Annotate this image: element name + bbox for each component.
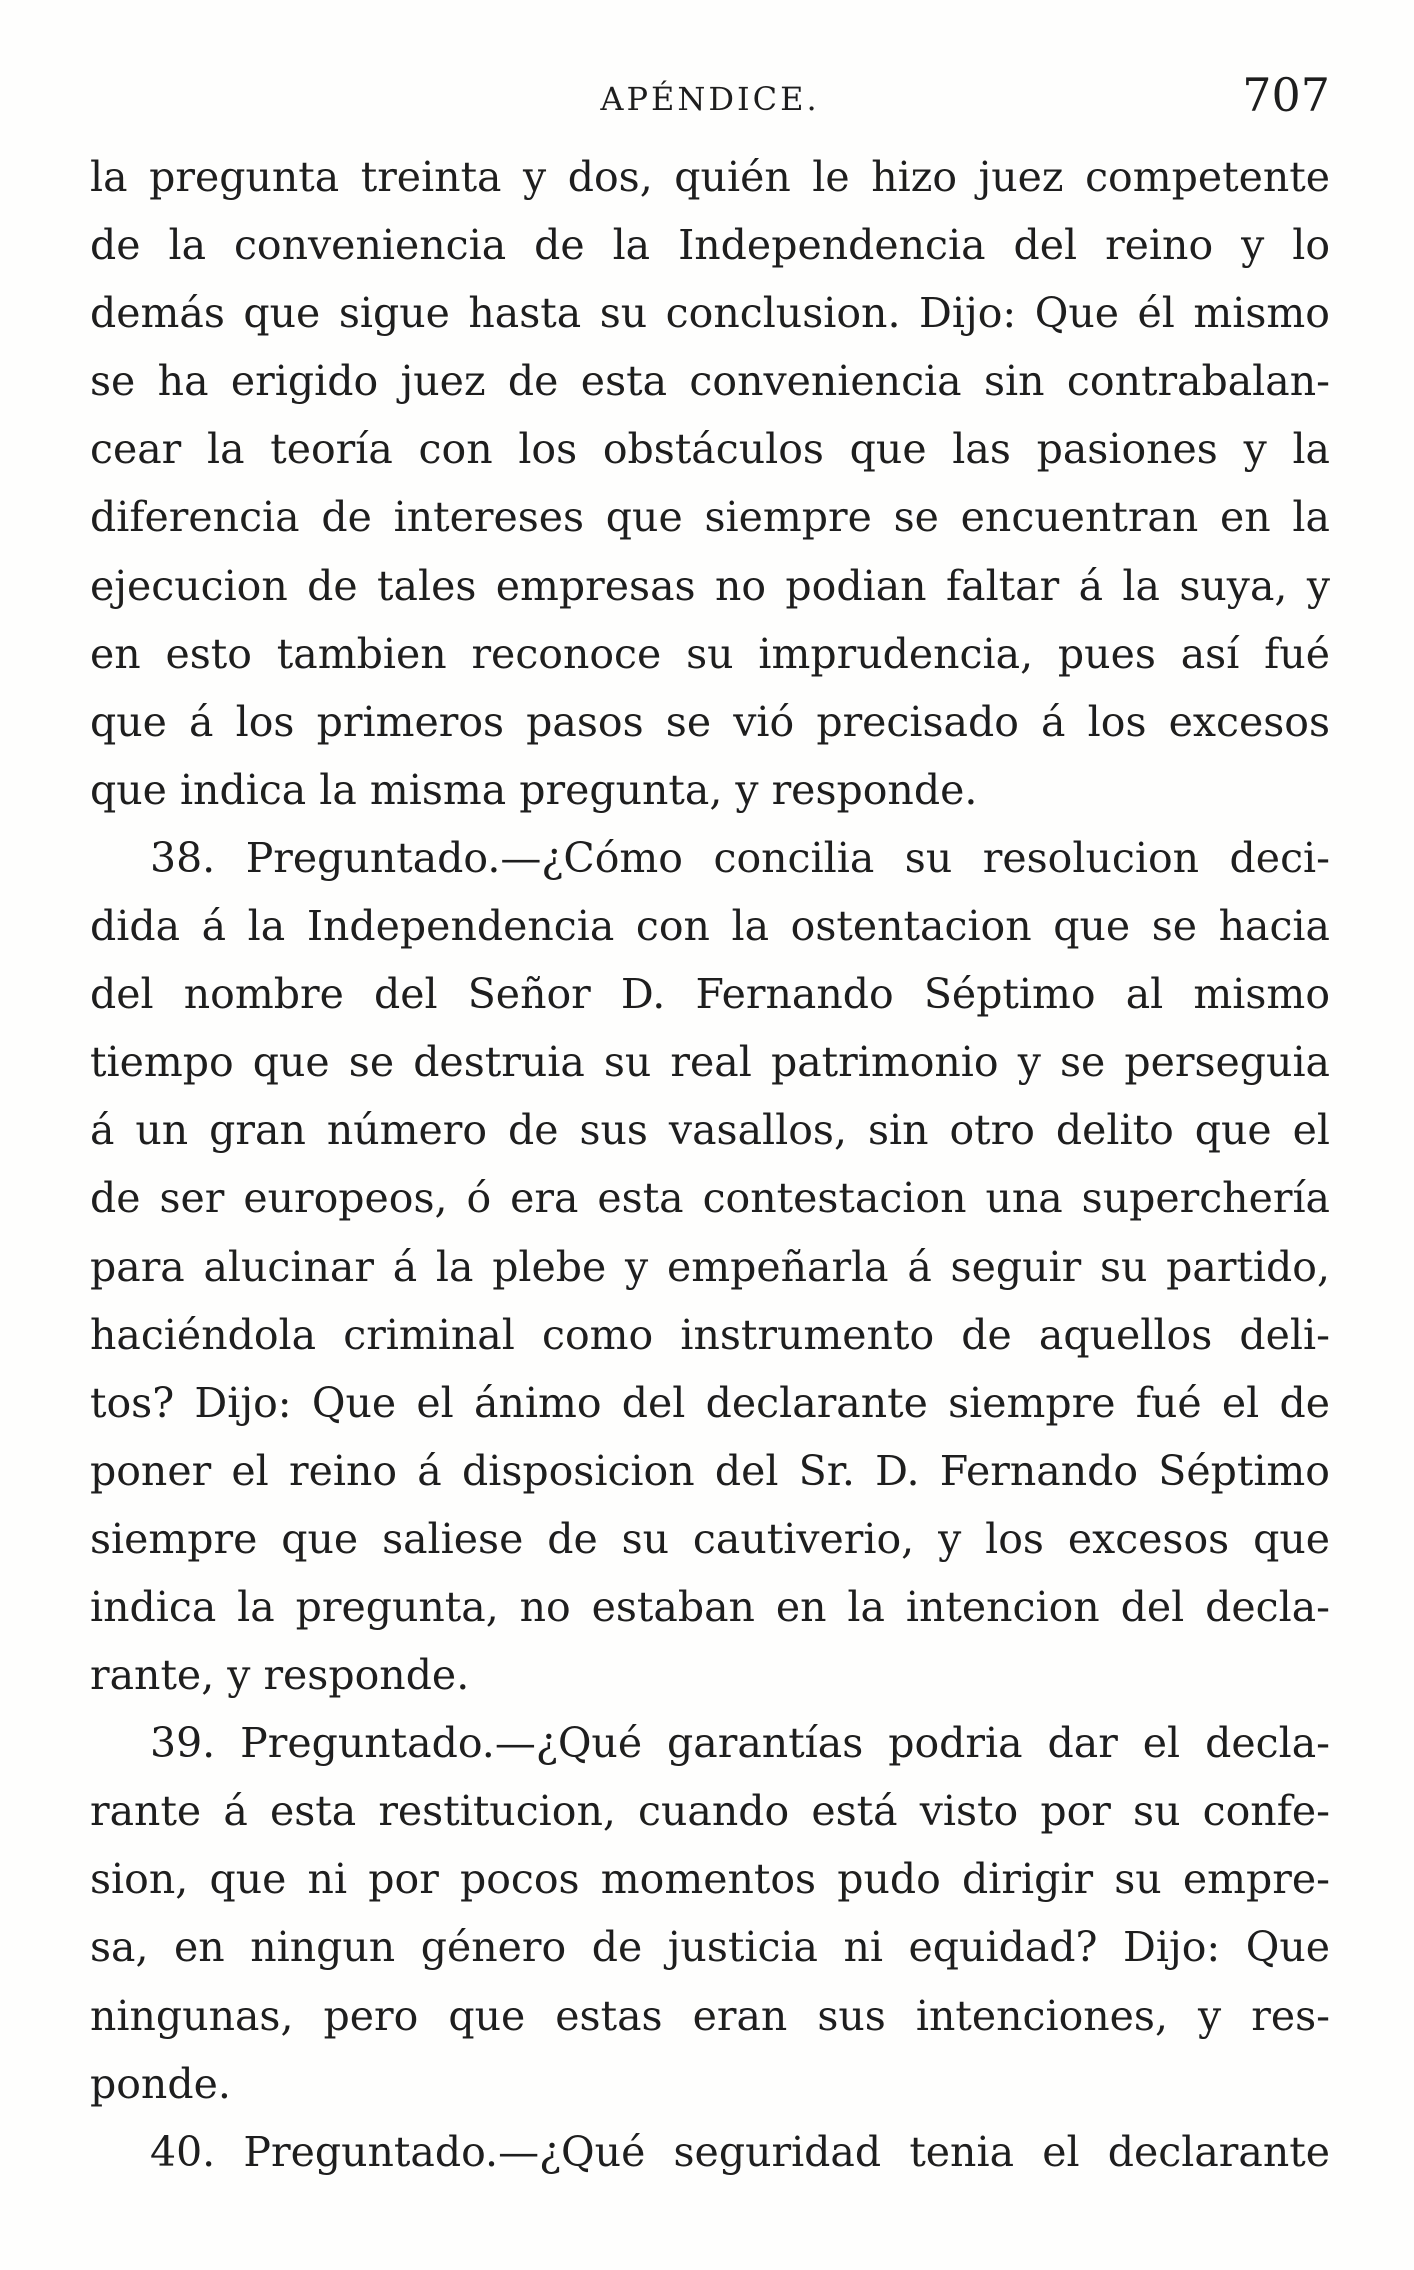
text-line: rante, y responde. — [90, 1651, 470, 1700]
text-line: demás que sigue hasta su conclusion. Dijo: Que él mismo — [90, 289, 1330, 338]
text-line: poner el reino á disposicion del Sr. D. Fernando Séptimo — [90, 1446, 1330, 1495]
text-line: sion, que ni por pocos momentos pudo dirigir su empre- — [90, 1855, 1330, 1904]
text-line: indica la pregunta, no estaban en la intencion del decla- — [90, 1582, 1330, 1631]
text-line: que á los primeros pasos se vió precisado á los excesos — [90, 697, 1330, 746]
text-line: del nombre del Señor D. Fernando Séptimo al mismo — [90, 970, 1330, 1019]
text-line: tos? Dijo: Que el ánimo del declarante siempre fué el de — [90, 1378, 1330, 1427]
text-line: ponde. — [90, 2059, 231, 2108]
text-line: sa, en ningun género de justicia ni equidad? Dijo: Que — [90, 1923, 1330, 1972]
text-line: á un gran número de sus vasallos, sin otro delito que el — [90, 1106, 1330, 1155]
text-line: que indica la misma pregunta, y responde. — [90, 765, 978, 814]
text-line: la pregunta treinta y dos, quién le hizo juez competente — [90, 153, 1330, 201]
text-line: se ha erigido juez de esta conveniencia sin contrabalan- — [90, 357, 1330, 406]
text-line: rante á esta restitucion, cuando está visto por su confe- — [90, 1787, 1330, 1836]
text-line: cear la teoría con los obstáculos que las pasiones y la — [90, 425, 1330, 474]
text-line: tiempo que se destruia su real patrimonio y se perseguia — [90, 1038, 1330, 1087]
body-text — [90, 143, 1330, 2186]
text-line: siempre que saliese de su cautiverio, y los excesos que — [90, 1514, 1330, 1563]
text-line: dida á la Independencia con la ostentacion que se hacia — [90, 902, 1330, 951]
text-line: ningunas, pero que estas eran sus intenciones, y res- — [90, 1991, 1330, 2040]
text-line: en esto tambien reconoce su imprudencia, pues así fué — [90, 629, 1330, 678]
page-number: 707 — [1242, 68, 1330, 122]
paragraph-39-start: 39. Preguntado.—¿Qué garantías podria dar el decla- — [150, 1719, 1330, 1768]
text-line: ejecucion de tales empresas no podian faltar á la suya, y — [90, 561, 1330, 610]
text-line: de ser europeos, ó era esta contestacion una superchería — [90, 1174, 1330, 1223]
text-line: de la conveniencia de la Independencia del reino y lo — [90, 221, 1330, 270]
text-line: diferencia de intereses que siempre se encuentran en la — [90, 493, 1330, 542]
text-line: para alucinar á la plebe y empeñarla á seguir su partido, — [90, 1242, 1330, 1291]
running-head-title: APÉNDICE. — [600, 80, 820, 118]
paragraph-40-start: 40. Preguntado.—¿Qué seguridad tenia el declarante — [150, 2127, 1330, 2176]
running-head — [90, 68, 1330, 128]
paragraph-38-start: 38. Preguntado.—¿Cómo concilia su resolucion deci- — [150, 833, 1330, 882]
text-line: haciéndola criminal como instrumento de aquellos deli- — [90, 1310, 1330, 1359]
